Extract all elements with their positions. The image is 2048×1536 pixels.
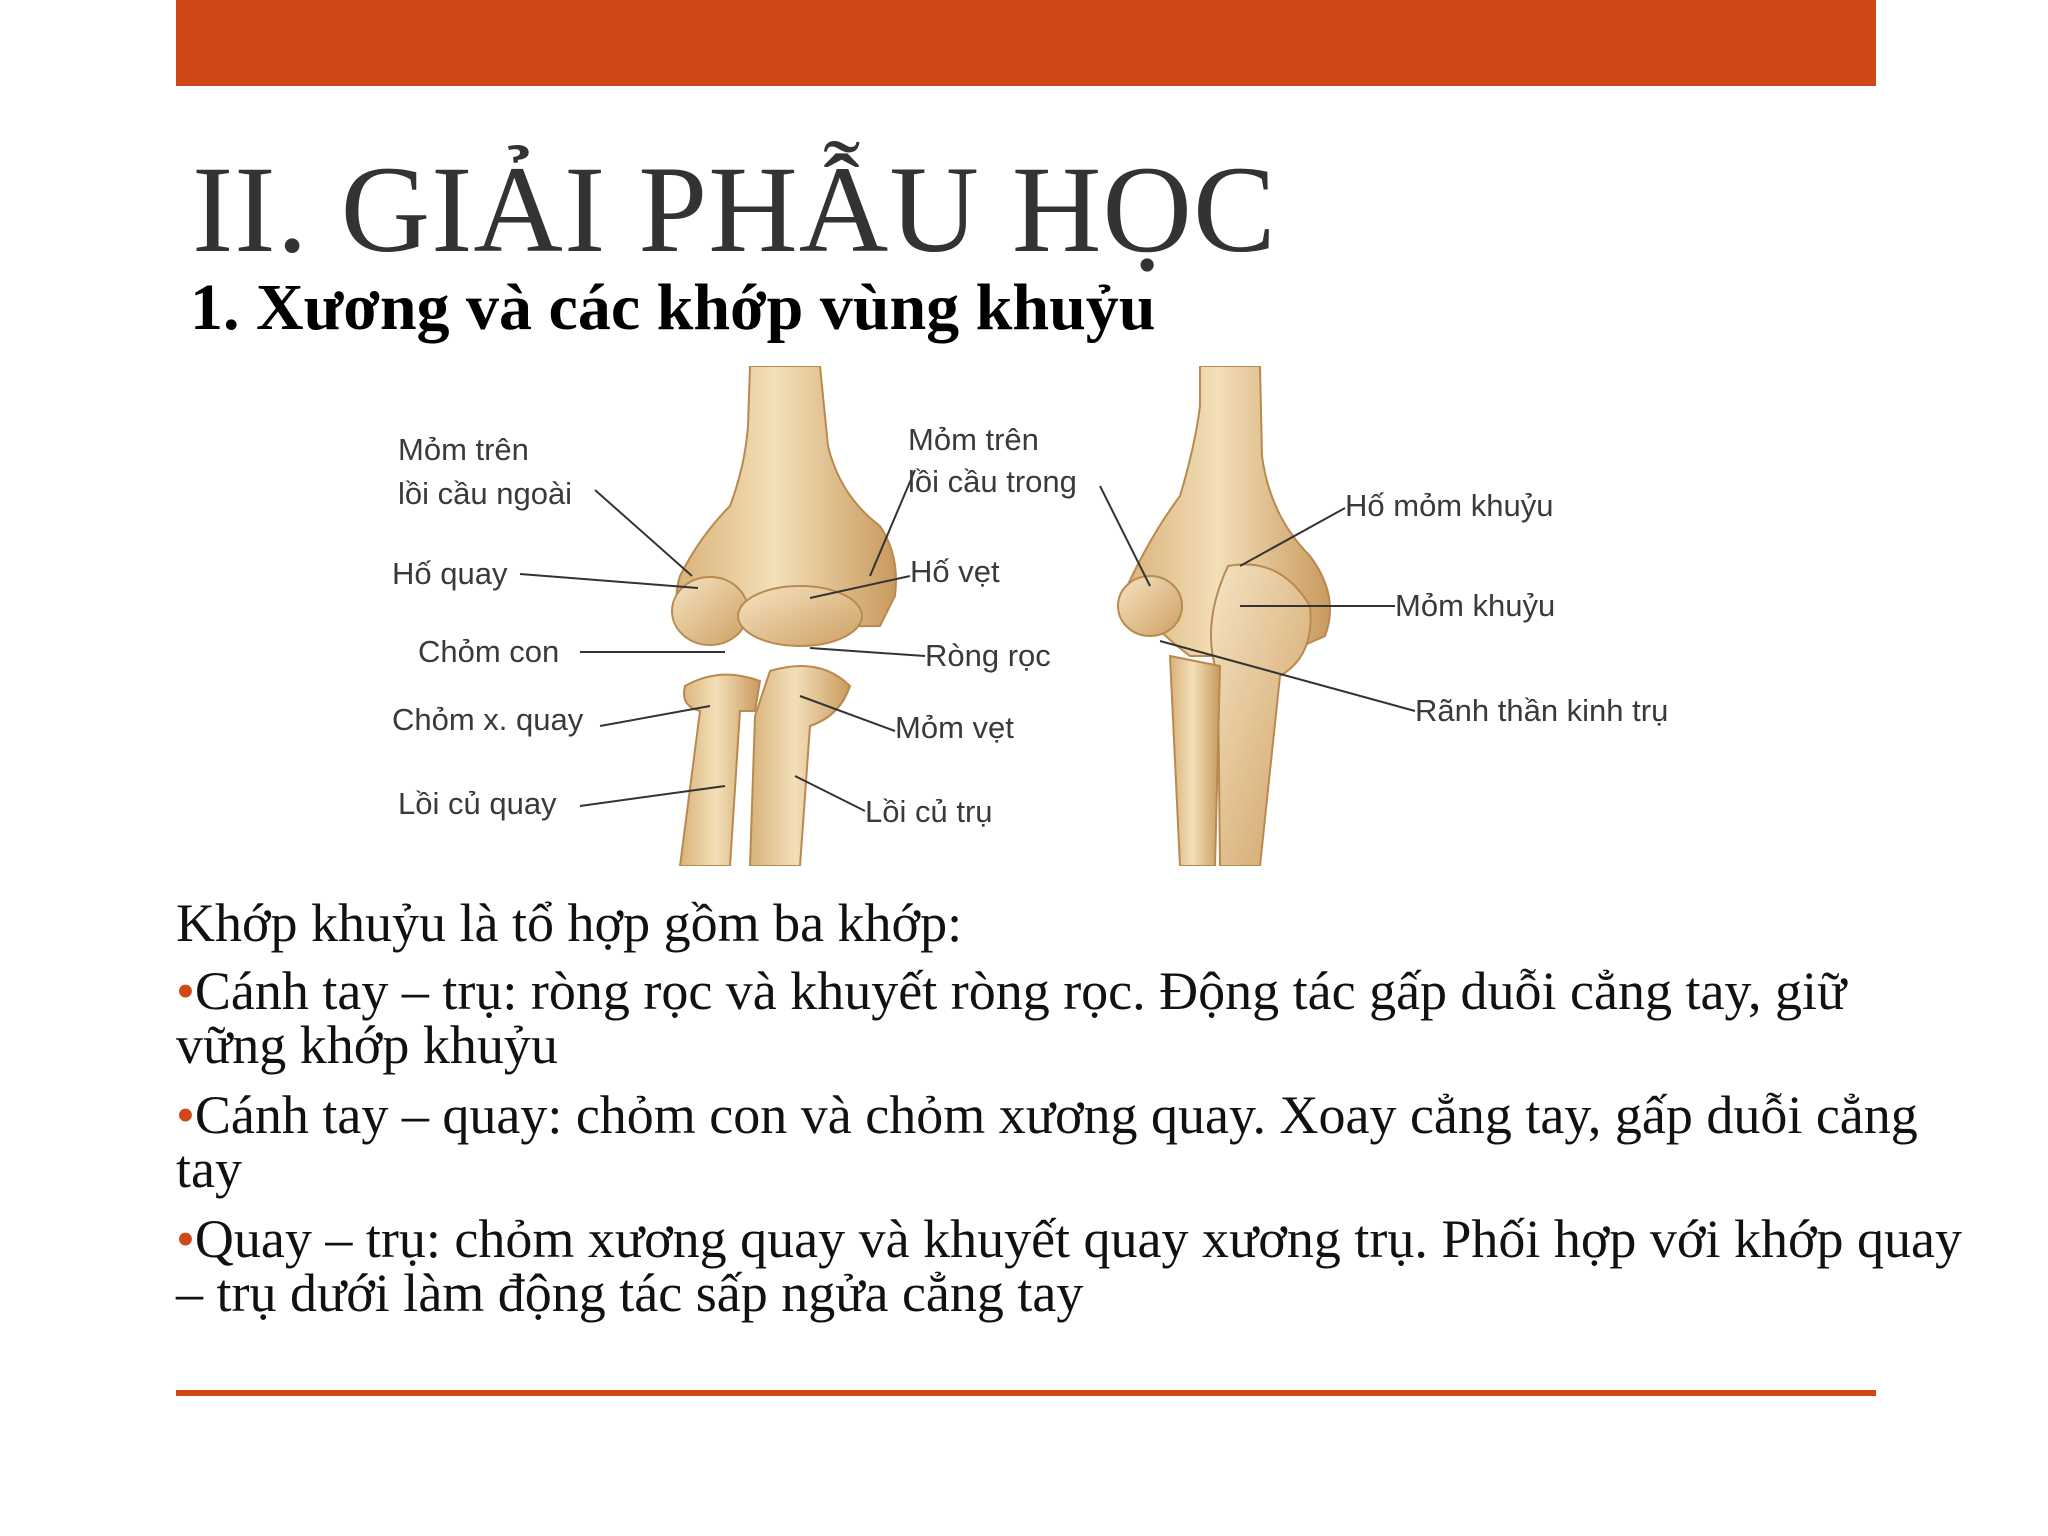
- label-coronoid-fossa: Hố vẹt: [910, 554, 1000, 589]
- bottom-accent-rule: [176, 1390, 1876, 1396]
- label-ulnar-tuberosity: Lồi củ trụ: [865, 794, 993, 829]
- slide-subtitle: 1. Xương và các khớp vùng khuỷu: [190, 271, 1156, 344]
- body-intro: Khớp khuỷu là tổ hợp gồm ba khớp:: [176, 893, 963, 953]
- bullet-item: [176, 1209, 1966, 1323]
- bullet-text: Cánh tay – trụ: ròng rọc và khuyết ròng rọc. Động tác gấp duỗi cẳng tay, giữ vững khớp khuỷu: [176, 961, 1847, 1075]
- label-olecranon-fossa: Hố mỏm khuỷu: [1345, 488, 1554, 523]
- bullet-dot: •: [176, 1085, 195, 1145]
- bullet-item: [176, 961, 1966, 1075]
- label-ulnar-nerve-groove: Rãnh thần kinh trụ: [1415, 693, 1669, 728]
- label-medial-epicondyle-line2: lồi cầu trong: [908, 464, 1077, 499]
- label-medial-epicondyle-line1: Mỏm trên: [908, 422, 1039, 457]
- elbow-anatomy-figure: [380, 366, 1720, 866]
- top-accent-bar: [176, 0, 1876, 86]
- slide-title: II. GIẢI PHẪU HỌC: [192, 141, 1277, 278]
- bullet-dot: •: [176, 1209, 195, 1269]
- bullet-text: Cánh tay – quay: chỏm con và chỏm xương quay. Xoay cẳng tay, gấp duỗi cẳng tay: [176, 1085, 1918, 1199]
- label-radial-tuberosity: Lồi củ quay: [398, 786, 557, 821]
- label-capitulum: Chỏm con: [418, 634, 560, 669]
- label-olecranon: Mỏm khuỷu: [1395, 588, 1556, 623]
- label-lateral-epicondyle-line1: Mỏm trên: [398, 432, 529, 467]
- label-lateral-epicondyle-line2: lồi cầu ngoài: [398, 476, 573, 511]
- body-text: [176, 893, 1966, 1336]
- label-coronoid-process: Mỏm vẹt: [895, 710, 1014, 745]
- bullet-dot: •: [176, 961, 195, 1021]
- label-radial-fossa: Hố quay: [392, 556, 508, 591]
- posterior-view-bones: [1118, 366, 1330, 866]
- label-radial-head: Chỏm x. quay: [392, 702, 584, 737]
- anterior-view-bones: [672, 366, 896, 866]
- label-trochlea: Ròng rọc: [925, 638, 1051, 673]
- bullet-text: Quay – trụ: chỏm xương quay và khuyết quay xương trụ. Phối hợp với khớp quay – trụ dưới làm động tác sấp ngửa cẳng tay: [176, 1209, 1963, 1323]
- bullet-item: [176, 1085, 1966, 1199]
